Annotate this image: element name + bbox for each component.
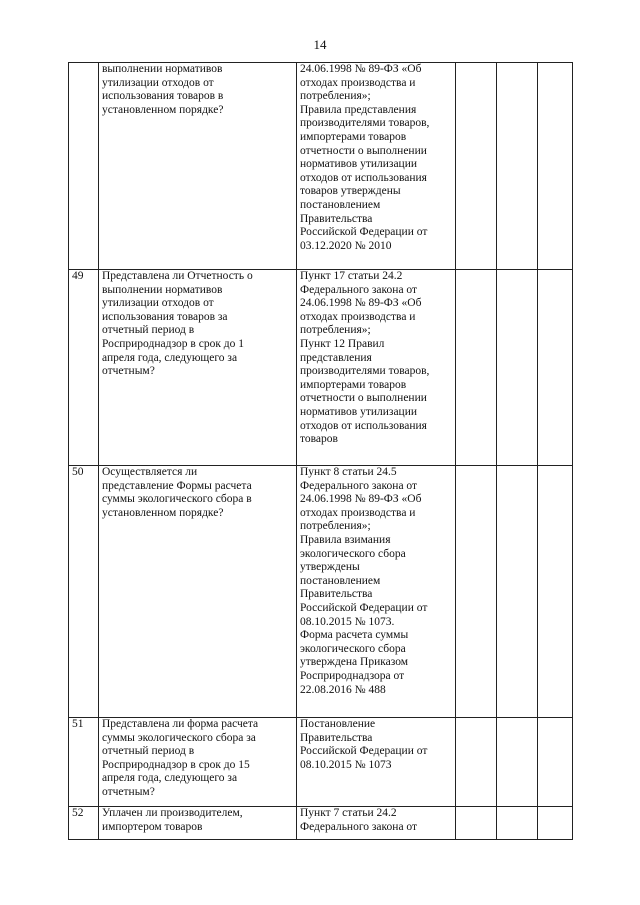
answer-cell-na xyxy=(538,718,573,807)
row-number-cell xyxy=(69,63,99,270)
reference-cell: Пункт 17 статьи 24.2 Федерального закона от 24.06.1998 № 89-ФЗ «Об отходах производства и потребления»; Пункт 12 Правил представления производителями товаров, импортерами товаров отчетности о выполнении нормативов утилизации отходов от использования товаров xyxy=(297,270,456,466)
answer-cell-no xyxy=(497,270,538,466)
checklist-table xyxy=(68,62,573,840)
question-cell: Уплачен ли производителем, импортером товаров xyxy=(99,807,297,840)
table-row xyxy=(69,466,573,718)
answer-cell-yes xyxy=(456,718,497,807)
answer-cell-yes xyxy=(456,270,497,466)
answer-cell-no xyxy=(497,807,538,840)
row-number-cell: 51 xyxy=(69,718,99,807)
question-cell: Представлена ли Отчетность о выполнении нормативов утилизации отходов от использования товаров за отчетный период в Росприроднадзор в срок до 1 апреля года, следующего за отчетным? xyxy=(99,270,297,466)
reference-cell: 24.06.1998 № 89-ФЗ «Об отходах производства и потребления»; Правила представления производителями товаров, импортерами товаров отчетности о выполнении нормативов утилизации отходов от использования товаров утверждены постановлением Правительства Российской Федерации от 03.12.2020 № 2010 xyxy=(297,63,456,270)
reference-cell: Пункт 8 статьи 24.5 Федерального закона от 24.06.1998 № 89-ФЗ «Об отходах производства и потребления»; Правила взимания экологического сбора утверждены постановлением Правительства Российской Федерации от 08.10.2015 № 1073. Форма расчета суммы экологического сбора утверждена Приказом Росприроднадзора от 22.08.2016 № 488 xyxy=(297,466,456,718)
answer-cell-yes xyxy=(456,63,497,270)
reference-cell: Пункт 7 статьи 24.2 Федерального закона от xyxy=(297,807,456,840)
row-number-cell: 50 xyxy=(69,466,99,718)
question-cell: Осуществляется ли представление Формы расчета суммы экологического сбора в установленном порядке? xyxy=(99,466,297,718)
reference-cell: Постановление Правительства Российской Федерации от 08.10.2015 № 1073 xyxy=(297,718,456,807)
question-cell: Представлена ли форма расчета суммы экологического сбора за отчетный период в Росприроднадзор в срок до 15 апреля года, следующего за отчетным? xyxy=(99,718,297,807)
answer-cell-na xyxy=(538,63,573,270)
row-number-cell: 49 xyxy=(69,270,99,466)
question-cell: выполнении нормативов утилизации отходов от использования товаров в установленном порядке? xyxy=(99,63,297,270)
answer-cell-na xyxy=(538,807,573,840)
answer-cell-no xyxy=(497,718,538,807)
answer-cell-na xyxy=(538,270,573,466)
row-number-cell: 52 xyxy=(69,807,99,840)
answer-cell-yes xyxy=(456,807,497,840)
page-number: 14 xyxy=(313,37,327,52)
table-row xyxy=(69,63,573,270)
answer-cell-no xyxy=(497,466,538,718)
table-row xyxy=(69,807,573,840)
answer-cell-na xyxy=(538,466,573,718)
table-row xyxy=(69,270,573,466)
answer-cell-yes xyxy=(456,466,497,718)
answer-cell-no xyxy=(497,63,538,270)
table-row xyxy=(69,718,573,807)
